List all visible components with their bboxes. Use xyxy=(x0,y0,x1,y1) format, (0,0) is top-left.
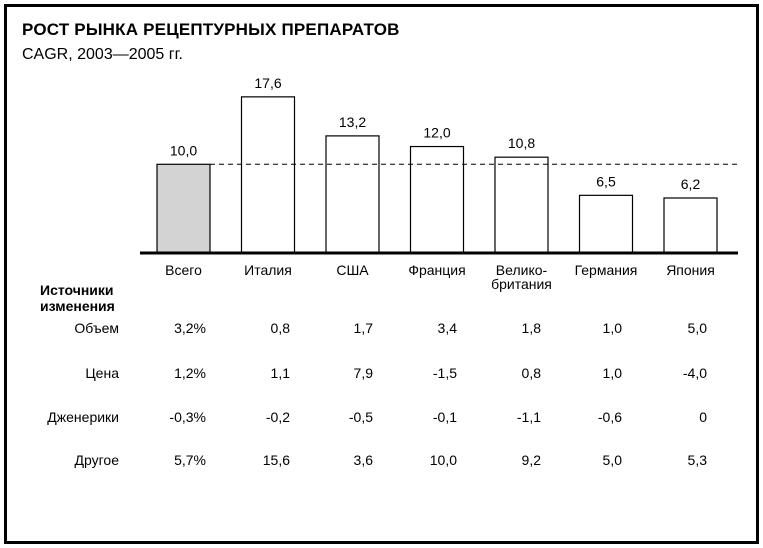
source-row-label: Дженерики xyxy=(47,409,119,425)
source-cell: 1,7 xyxy=(353,320,373,336)
source-cell: 3,6 xyxy=(353,452,373,468)
value-label: 6,2 xyxy=(680,175,701,192)
value-label: 10,8 xyxy=(507,135,536,152)
source-cell: 1,8 xyxy=(521,320,541,336)
source-cell: 0,8 xyxy=(521,365,541,381)
source-cell: 7,9 xyxy=(353,365,373,381)
category-label: США xyxy=(336,262,369,278)
sources-header xyxy=(40,282,115,314)
value-label: 12,0 xyxy=(423,124,451,141)
bar-2 xyxy=(242,97,295,253)
source-cell: 0 xyxy=(699,409,707,425)
chart-title: РОСТ РЫНКА РЕЦЕПТУРНЫХ ПРЕПАРАТОВ xyxy=(22,20,400,39)
value-label: 10,0 xyxy=(169,142,198,159)
source-cell: 3,2% xyxy=(174,320,206,336)
source-cell: 15,6 xyxy=(262,452,290,468)
source-cell: -0,1 xyxy=(432,409,457,425)
source-cell: -1,1 xyxy=(516,409,541,425)
source-cell: -4,0 xyxy=(682,365,707,381)
source-cell: -0,2 xyxy=(265,409,290,425)
source-cell: 9,2 xyxy=(521,452,541,468)
source-cell: 1,0 xyxy=(602,365,622,381)
source-row-label: Другое xyxy=(74,452,119,468)
category-label: Италия xyxy=(244,262,292,278)
category-label: Велико- xyxy=(495,262,548,278)
source-cell: 10,0 xyxy=(429,452,457,468)
source-cell: 5,0 xyxy=(687,320,707,336)
source-cell: 5,0 xyxy=(602,452,622,468)
category-label: Франция xyxy=(408,262,466,278)
source-cell: 0,8 xyxy=(270,320,290,336)
bar-6 xyxy=(580,195,633,253)
source-cell: 1,2% xyxy=(174,365,206,381)
sources-header-line: изменения xyxy=(40,298,115,314)
source-cell: -0,5 xyxy=(348,409,373,425)
chart-subtitle: CAGR, 2003—2005 гг. xyxy=(22,46,183,63)
source-cell: -0,6 xyxy=(597,409,622,425)
source-cell: 5,3 xyxy=(687,452,707,468)
source-row-label: Цена xyxy=(85,365,119,381)
category-label: Всего xyxy=(165,262,202,278)
bar-3 xyxy=(326,136,379,253)
bar-4 xyxy=(411,147,464,253)
value-label: 17,6 xyxy=(254,74,282,91)
source-cell: 1,1 xyxy=(270,365,290,381)
source-cell: -1,5 xyxy=(432,365,457,381)
category-label: британия xyxy=(491,276,552,292)
bar-1 xyxy=(157,164,210,253)
value-label: 13,2 xyxy=(338,113,367,130)
source-cell: 5,7% xyxy=(174,452,206,468)
value-label: 6,5 xyxy=(596,173,616,190)
source-cell: 1,0 xyxy=(602,320,622,336)
bar-7 xyxy=(664,198,717,253)
sources-header-line: Источники xyxy=(40,282,114,298)
bar-5 xyxy=(495,157,548,253)
source-cell: 3,4 xyxy=(437,320,457,336)
category-label: Германия xyxy=(574,262,638,278)
source-cell: -0,3% xyxy=(169,409,206,425)
category-label: Япония xyxy=(666,262,715,278)
source-row-label: Объем xyxy=(74,320,119,336)
